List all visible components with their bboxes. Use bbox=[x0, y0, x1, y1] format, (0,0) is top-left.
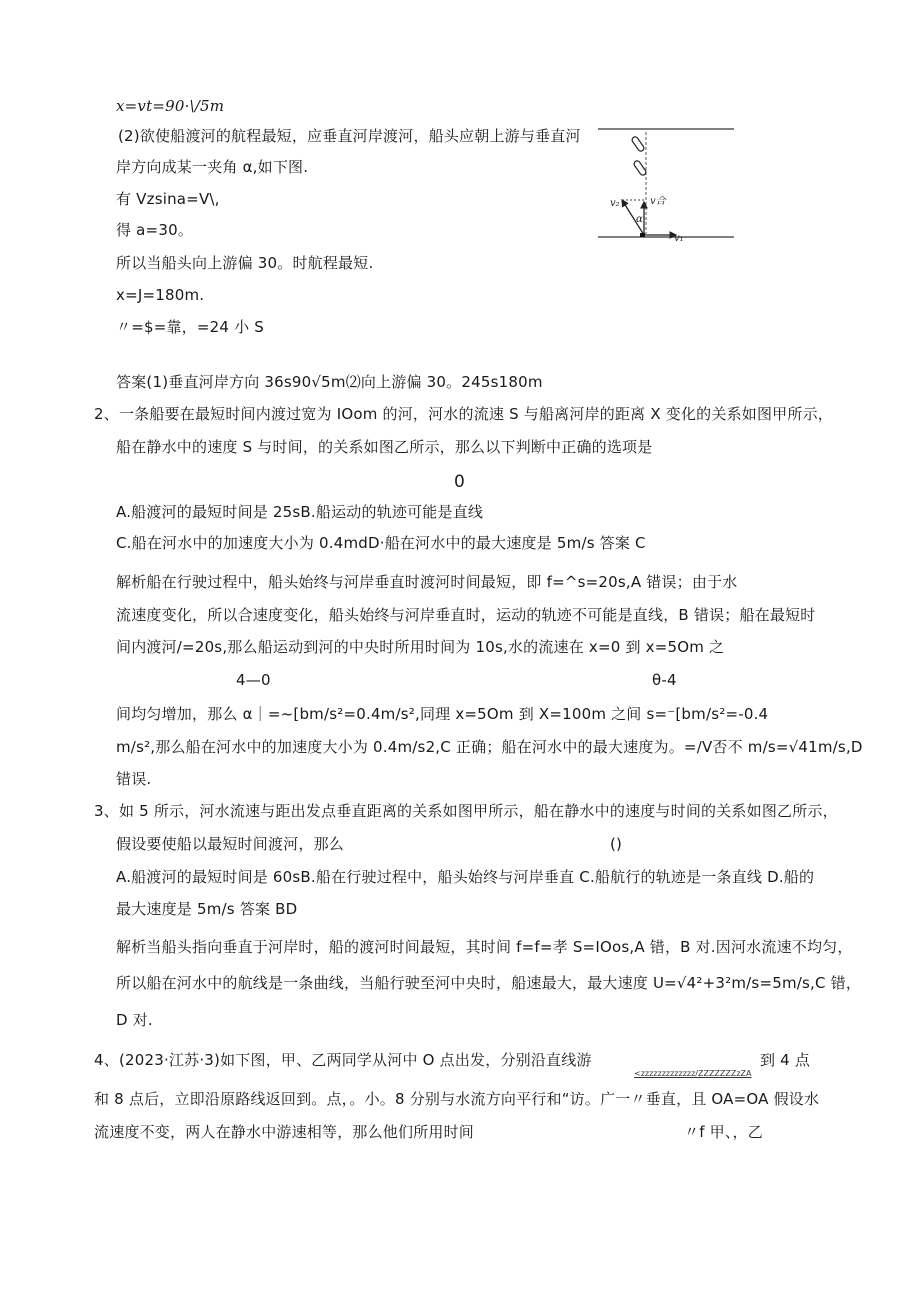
q2-options-cd: C.船在河水中的加速度大小为 0.4mdD·船在河水中的最大速度是 5m/s 答案 C bbox=[116, 534, 646, 552]
q2-stem-line2: 船在静水中的速度 S 与时间，的关系如图乙所示，那么以下判断中正确的选项是 bbox=[116, 438, 653, 456]
label-v1: v₁ bbox=[674, 233, 684, 244]
q1-answer: 答案(1)垂直河岸方向 36s90√5m⑵向上游偏 30。245s180m bbox=[116, 373, 543, 391]
q1-part2-line1: (2)欲使船渡河的航程最短，应垂直河岸渡河，船头应朝上游与垂直河 bbox=[118, 127, 581, 145]
q1-angle-result: 得 a=30。 bbox=[116, 221, 194, 239]
boat-icon-lower bbox=[633, 160, 647, 177]
q4-stem-line3-end: 〃f 甲、，乙 bbox=[684, 1123, 763, 1141]
q3-stem-line1: 3、如 5 所示，河水流速与距出发点垂直距离的关系如图甲所示，船在静水中的速度与时间的关系如图乙所示， bbox=[94, 802, 838, 820]
boat-marker bbox=[640, 233, 645, 237]
q3-analysis-line1: 解析当船头指向垂直于河岸时，船的渡河时间最短，其时间 f=f=孝 S=IOos,A 错，B 对.因河水流速不均匀， bbox=[116, 938, 853, 956]
q3-options-line2: 最大速度是 5m/s 答案 BD bbox=[116, 900, 298, 918]
q2-analysis-line5: m∕s²,那么船在河水中的加速度大小为 0.4m/s2,C 正确；船在河水中的最大速度为。=∕V否不 m/s=√41m/s,D bbox=[116, 738, 863, 756]
q4-stem-line1: 4、(2023·江苏·3)如下图，甲、乙两同学从河中 O 点出发，分别沿直线游 bbox=[94, 1051, 592, 1069]
q1-time: 〃=$=靠，=24 小 S bbox=[116, 318, 264, 336]
q1-equation: 有 Vzsina=V\, bbox=[116, 190, 220, 208]
q2-analysis-line3: 间内渡河/=20s,那么船运动到河的中央时所用时间为 10s,水的流速在 x=0 到 x=5Om 之 bbox=[116, 638, 725, 656]
q4-garbled-fragment: <zzzzzzzzzzzzz/ZZZZZZZzZA bbox=[634, 1069, 752, 1078]
label-vhe: v合 bbox=[650, 196, 666, 207]
q1-part2-line2: 岸方向成某一夹角 α,如下图. bbox=[116, 158, 309, 176]
q2-stem-line1: 2、一条船要在最短时间内渡过宽为 IOom 的河，河水的流速 S 与船离河岸的距离 X 变化的关系如图甲所示， bbox=[94, 405, 833, 423]
q3-answer-paren: () bbox=[610, 835, 623, 853]
q3-analysis-line3: D 对. bbox=[116, 1011, 153, 1029]
q2-fraction-numerator-1: 4—0 bbox=[236, 671, 271, 689]
q4-stem-line1-end: 到 4 点 bbox=[760, 1051, 811, 1069]
q3-analysis-line2: 所以船在河水中的航线是一条曲线，当船行驶至河中央时，船速最大，最大速度 U=√4²+3²m/s=5m/s,C 错， bbox=[116, 974, 862, 992]
boat-icon-upper bbox=[631, 136, 645, 153]
q2-analysis-line4: 间均匀增加，那么 α｜=~[bm/s²=0.4m∕s²,同理 x=5Om 到 X=100m 之间 s=⁻[bm/s²=-0.4 bbox=[116, 705, 769, 723]
q3-options-line1: A.船渡河的最短时间是 60sB.船在行驶过程中，船头始终与河岸垂直 C.船航行的轨迹是一条直线 D.船的 bbox=[116, 868, 815, 886]
q2-answer-paren: 0 bbox=[454, 472, 466, 492]
q2-analysis-line2: 流速度变化，所以合速度变化，船头始终与河岸垂直时，运动的轨迹不可能是直线，B 错误；船在最短时 bbox=[116, 606, 816, 624]
q2-analysis-line6: 错误. bbox=[116, 770, 152, 788]
q1-result-x: x=vt=90·\/5m bbox=[116, 97, 225, 115]
q1-distance: x=J=180m. bbox=[116, 286, 205, 304]
q4-stem-line2: 和 8 点后，立即沿原路线返回到。点，。小。8 分别与水流方向平行和“访。广一〃垂直，且 OA=OA 假设水 bbox=[94, 1090, 820, 1108]
label-alpha: α bbox=[636, 214, 643, 225]
river-vector-figure bbox=[596, 122, 736, 248]
q2-analysis-line1: 解析船在行驶过程中，船头始终与河岸垂直时渡河时间最短，即 f=^s=20s,A 错误；由于水 bbox=[116, 573, 738, 591]
q2-fraction-numerator-2: θ-4 bbox=[652, 671, 677, 689]
q1-conclusion: 所以当船头向上游偏 30。时航程最短. bbox=[116, 254, 374, 272]
q2-options-ab: A.船渡河的最短时间是 25sB.船运动的轨迹可能是直线 bbox=[116, 503, 484, 521]
q3-stem-line2: 假设要使船以最短时间渡河，那么 bbox=[116, 835, 345, 853]
label-v2: v₂ bbox=[610, 198, 620, 209]
q4-stem-line3: 流速度不变，两人在静水中游速相等，那么他们所用时间 bbox=[94, 1123, 475, 1141]
